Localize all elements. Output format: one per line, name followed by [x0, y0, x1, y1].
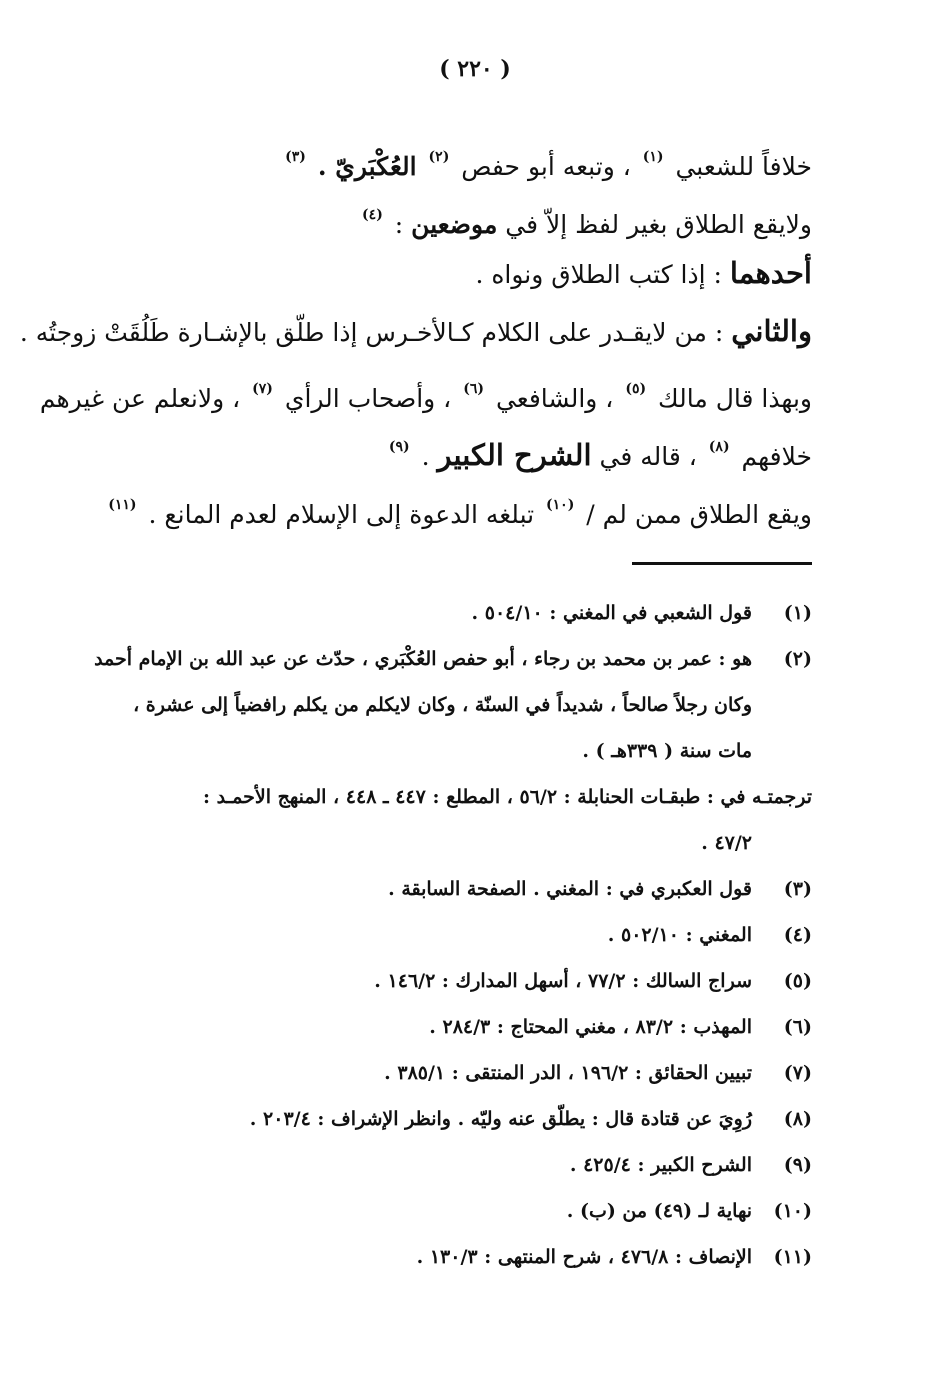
footnote-body	[112, 958, 752, 1004]
footnote-line: الإنصاف : ٤٧٦/٨ ، شرح المنتهى : ١٣٠/٣ .	[416, 1246, 752, 1268]
footnote-item	[112, 958, 812, 1004]
footnote-ref[interactable]: (٤)	[362, 207, 383, 223]
footnote-number: (٩)	[783, 1154, 812, 1176]
footnote-body	[112, 1050, 752, 1096]
footnote-item	[112, 1050, 812, 1096]
text-line-2	[92, 186, 812, 244]
lead-term: والثاني	[731, 314, 812, 348]
footnote-number: (٤)	[783, 924, 812, 946]
footnote-body	[112, 1142, 752, 1188]
footnote-ref[interactable]: (١)	[642, 149, 664, 165]
text-span: ولايقع الطلاق بغير لفظ إلاّ في	[505, 210, 812, 239]
footnote-body	[112, 590, 752, 636]
footnote-number: (٨)	[783, 1108, 812, 1130]
text-span: : إذا كتب الطلاق ونواه .	[475, 260, 722, 289]
footnote-body	[112, 866, 752, 912]
footnote-line: وكان رجلاً صالحاً ، شديداً في السنّة ، وكان لايكلم من يكلم رافضياً إلى عشرة ،	[133, 694, 752, 716]
footnote-line: المغني : ٥٠٢/١٠ .	[607, 924, 752, 946]
text-span: ، قاله في	[599, 442, 697, 471]
footnote-line: نهاية لـ (٤٩) من (ب) .	[566, 1200, 752, 1222]
text-line-4	[19, 302, 812, 360]
footnote-ref[interactable]: (٣)	[285, 149, 306, 165]
footnote-body	[112, 1096, 752, 1142]
footnote-ref[interactable]: (٩)	[388, 439, 410, 455]
text-line-3	[92, 244, 812, 302]
footnote-item	[112, 1004, 812, 1050]
footnote-ref[interactable]: (٨)	[708, 439, 730, 455]
text-line-1	[92, 128, 812, 186]
footnote-line: ترجمتـه في : طبقـات الحنابلة : ٥٦/٢ ، المطلع : ٤٤٧ ـ ٤٤٨ ، المنهج الأحمـد :	[202, 786, 812, 808]
footnote-line: الشرح الكبير : ٤٢٥/٤ .	[569, 1154, 752, 1176]
footnote-ref[interactable]: (١٠)	[546, 497, 575, 513]
footnote-line: تبيين الحقائق : ١٩٦/٢ ، الدر المنتقى : ٣٨٥/١ .	[384, 1062, 752, 1084]
footnote-line: ٤٧/٢ .	[701, 832, 752, 854]
book-title: الشرح الكبير	[437, 438, 592, 472]
footnote-number: (٧)	[783, 1062, 812, 1084]
footnote-line: قول العكبري في : المغني . الصفحة السابقة .	[388, 878, 752, 900]
footnote-separator	[632, 562, 812, 565]
lead-term: أحدهما	[729, 256, 812, 290]
bold-term: موضعين	[411, 210, 498, 239]
footnote-number: (١)	[783, 602, 812, 624]
page-number: ( ٢٢٠ )	[439, 56, 511, 82]
footnote-ref[interactable]: (٢)	[428, 149, 450, 165]
text-line-6	[92, 418, 812, 476]
footnote-body	[112, 1004, 752, 1050]
footnotes	[94, 590, 812, 1280]
text-span: .	[421, 442, 430, 471]
footnote-line: هو : عمر بن محمد بن رجاء ، أبو حفص العُكْبَري ، حدّث عن عبد الله بن الإمام أحمد	[94, 648, 752, 670]
footnote-line: مات سنة ( ٣٣٩هـ ) .	[582, 740, 752, 762]
footnote-number: (٢)	[783, 648, 812, 670]
footnote-ref[interactable]: (٧)	[252, 381, 273, 397]
footnote-line: رُوِيَ عن قتادة قال : يطلّق عنه وليّه . وانظر الإشراف : ٢٠٣/٤ .	[249, 1108, 752, 1130]
main-text	[19, 128, 812, 534]
footnote-item	[112, 1234, 812, 1280]
footnote-ref[interactable]: (٥)	[625, 381, 647, 397]
footnote-line: قول الشعبي في المغني : ٥٠٤/١٠ .	[471, 602, 752, 624]
footnote-item	[112, 1188, 812, 1234]
text-line-5	[39, 360, 812, 418]
text-span: :	[394, 210, 404, 239]
text-span: : من لايقـدر على الكلام كـالأخـرس إذا طلّق بالإشـارة طَلُقَتْ زوجتُه .	[19, 318, 724, 347]
footnote-number: (١١)	[773, 1246, 812, 1268]
footnote-body	[112, 1234, 752, 1280]
footnote-body	[112, 912, 752, 958]
footnote-item	[112, 866, 812, 912]
text-span: خلافهم	[741, 442, 812, 471]
text-span: ، وتبعه أبو حفص	[461, 152, 631, 181]
footnote-number: (٦)	[783, 1016, 812, 1038]
footnote-item	[112, 1096, 812, 1142]
footnote-ref[interactable]: (١١)	[108, 497, 137, 513]
text-line-7	[92, 476, 812, 534]
footnote-item	[112, 912, 812, 958]
footnote-body	[112, 1188, 752, 1234]
footnote-number: (١٠)	[773, 1200, 812, 1222]
text-span: تبلغه الدعوة إلى الإسلام لعدم المانع .	[148, 500, 535, 529]
text-span: وبهذا قال مالك	[658, 384, 812, 413]
footnote-item	[94, 636, 812, 866]
footnote-item	[112, 1142, 812, 1188]
footnote-number: (٣)	[783, 878, 812, 900]
text-span: ، والشافعي	[495, 384, 614, 413]
footnote-line: سراج السالك : ٧٧/٢ ، أسهل المدارك : ١٤٦/٢ .	[374, 970, 752, 992]
footnote-ref[interactable]: (٦)	[463, 381, 484, 397]
text-span: ويقع الطلاق ممن لم /	[586, 500, 812, 529]
name-span: العُكْبَريّ .	[317, 152, 417, 181]
text-span: ، وأصحاب الرأي	[284, 384, 452, 413]
footnote-line: المهذب : ٨٣/٢ ، مغني المحتاج : ٢٨٤/٣ .	[429, 1016, 752, 1038]
footnote-item	[112, 590, 812, 636]
footnote-number: (٥)	[783, 970, 812, 992]
text-span: خلافاً للشعبي	[675, 152, 812, 181]
text-span: ، ولانعلم عن غيرهم	[39, 384, 241, 413]
footnote-body	[94, 636, 812, 866]
